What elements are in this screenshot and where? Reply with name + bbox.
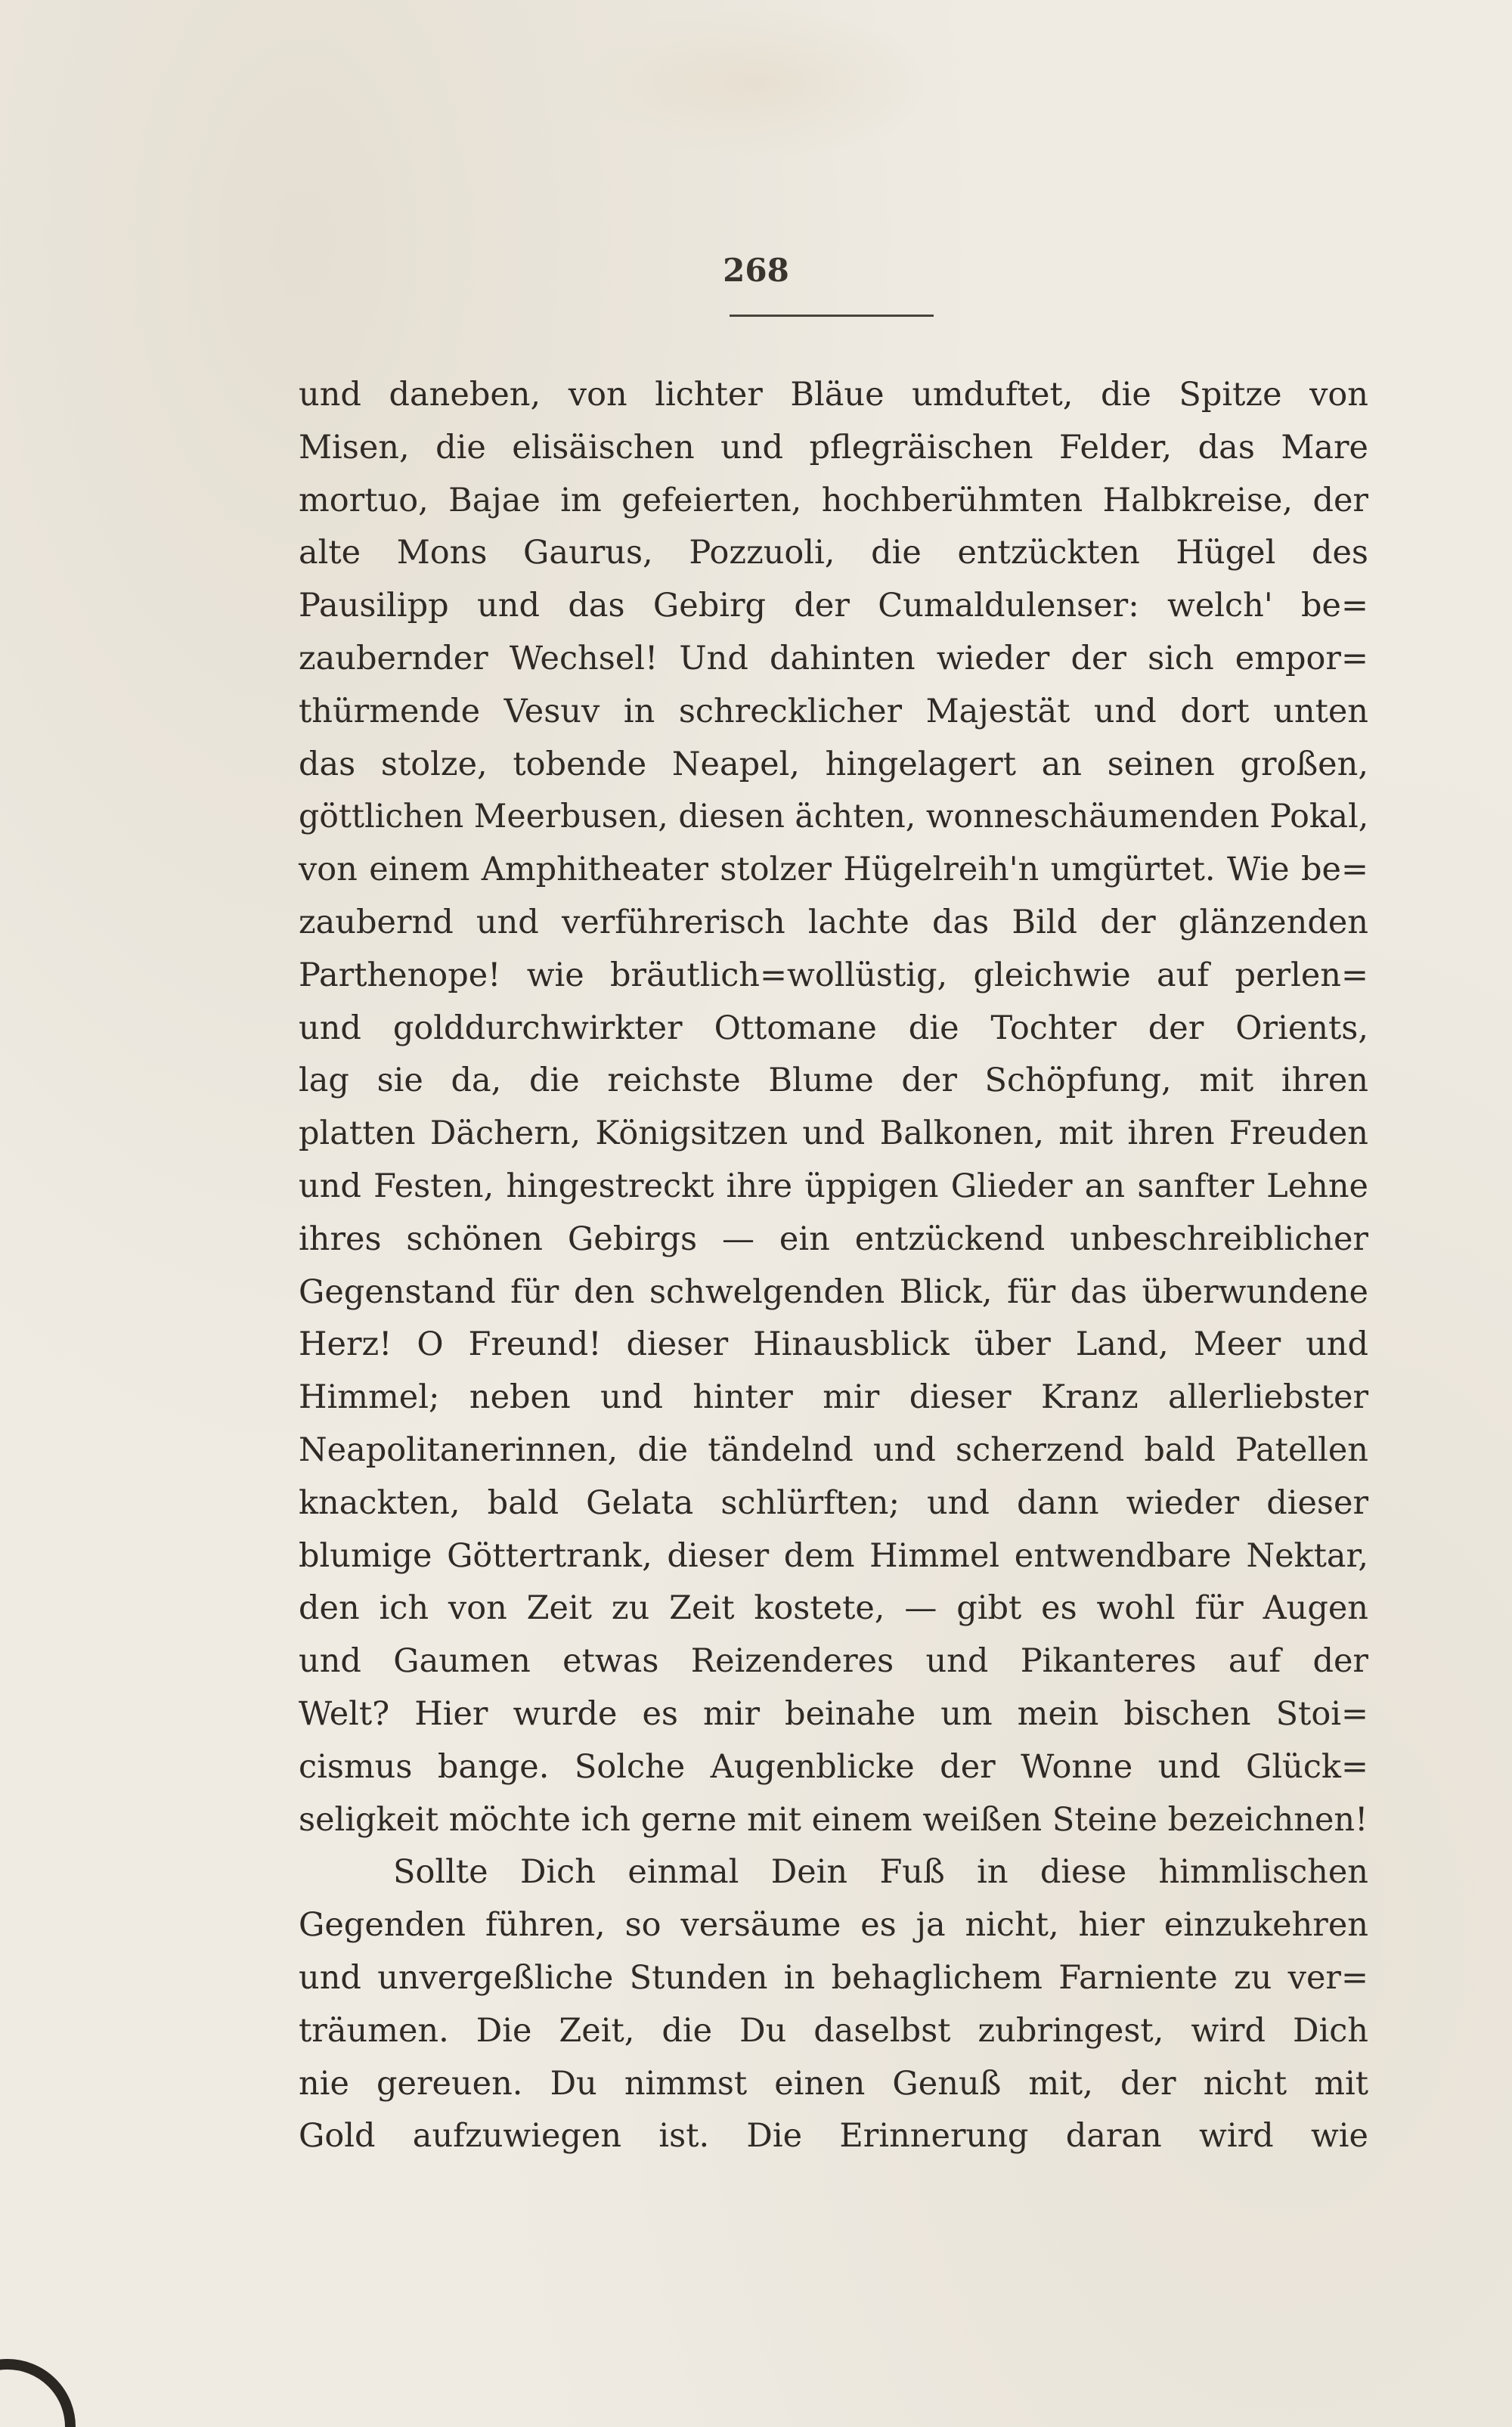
text-line: knackten, bald Gelata schlürften; und dann wieder dieser	[299, 1483, 1368, 1522]
text-line: Sollte Dich einmal Dein Fuß in diese himmlischen	[393, 1853, 1368, 1892]
text-line: und golddurchwirkter Ottomane die Tochter der Orients,	[299, 1009, 1368, 1047]
paper-stain	[575, 8, 937, 159]
header-rule	[730, 315, 934, 317]
text-line: cismus bange. Solche Augenblicke der Wonne und Glück=	[299, 1747, 1368, 1786]
text-line: Parthenope! wie bräutlich=wollüstig, gleichwie auf perlen=	[299, 956, 1368, 994]
text-line: Neapolitanerinnen, die tändelnd und scherzend bald Patellen	[299, 1430, 1368, 1469]
text-line: blumige Göttertrank, dieser dem Himmel entwendbare Nektar,	[299, 1536, 1368, 1575]
text-line: den ich von Zeit zu Zeit kostete, — gibt es wohl für Augen	[299, 1589, 1368, 1628]
text-line: Himmel; neben und hinter mir dieser Kranz allerliebster	[299, 1378, 1368, 1417]
text-line: und Gaumen etwas Reizenderes und Pikanteres auf der	[299, 1642, 1368, 1681]
text-line: Misen, die elisäischen und pflegräischen Felder, das Mare	[299, 428, 1368, 466]
text-line: und daneben, von lichter Bläue umduftet, die Spitze von	[299, 376, 1368, 414]
text-line: Welt? Hier wurde es mir beinahe um mein bischen Stoi=	[299, 1694, 1368, 1733]
text-line: lag sie da, die reichste Blume der Schöpfung, mit ihren	[299, 1062, 1368, 1100]
corner-mark	[0, 2359, 76, 2427]
body-text	[299, 369, 1368, 2184]
text-line: Gold aufzuwiegen ist. Die Erinnerung daran wird wie	[299, 2117, 1368, 2156]
text-line: träumen. Die Zeit, die Du daselbst zubringest, wird Dich	[299, 2011, 1368, 2050]
text-line: seligkeit möchte ich gerne mit einem weißen Steine bezeichnen!	[299, 1800, 1368, 1839]
text-line: von einem Amphitheater stolzer Hügelreih'n umgürtet. Wie be=	[299, 851, 1368, 889]
text-line: Herz! O Freund! dieser Hinausblick über Land, Meer und	[299, 1325, 1368, 1364]
text-line: Gegenden führen, so versäume es ja nicht, hier einzukehren	[299, 1906, 1368, 1945]
text-line: und Festen, hingestreckt ihre üppigen Glieder an sanfter Lehne	[299, 1167, 1368, 1205]
text-line: das stolze, tobende Neapel, hingelagert an seinen großen,	[299, 745, 1368, 783]
text-line: platten Dächern, Königsitzen und Balkonen, mit ihren Freuden	[299, 1114, 1368, 1153]
text-line: Gegenstand für den schwelgenden Blick, für das überwundene	[299, 1272, 1368, 1311]
text-line: zaubernder Wechsel! Und dahinten wieder der sich empor=	[299, 639, 1368, 677]
text-line: alte Mons Gaurus, Pozzuoli, die entzückten Hügel des	[299, 534, 1368, 572]
page-number: 268	[723, 252, 789, 289]
text-line: thürmende Vesuv in schrecklicher Majestät und dort unten	[299, 692, 1368, 730]
text-line: zaubernd und verführerisch lachte das Bild der glänzenden	[299, 903, 1368, 941]
text-line: Pausilipp und das Gebirg der Cumaldulenser: welch' be=	[299, 587, 1368, 625]
text-line: ihres schönen Gebirgs — ein entzückend unbeschreiblicher	[299, 1220, 1368, 1258]
text-line: nie gereuen. Du nimmst einen Genuß mit, der nicht mit	[299, 2064, 1368, 2103]
text-line: göttlichen Meerbusen, diesen ächten, wonneschäumenden Pokal,	[299, 798, 1369, 836]
text-line: mortuo, Bajae im gefeierten, hochberühmten Halbkreise, der	[299, 481, 1368, 519]
text-line: und unvergeßliche Stunden in behaglichem Farniente zu ver=	[299, 1958, 1368, 1997]
